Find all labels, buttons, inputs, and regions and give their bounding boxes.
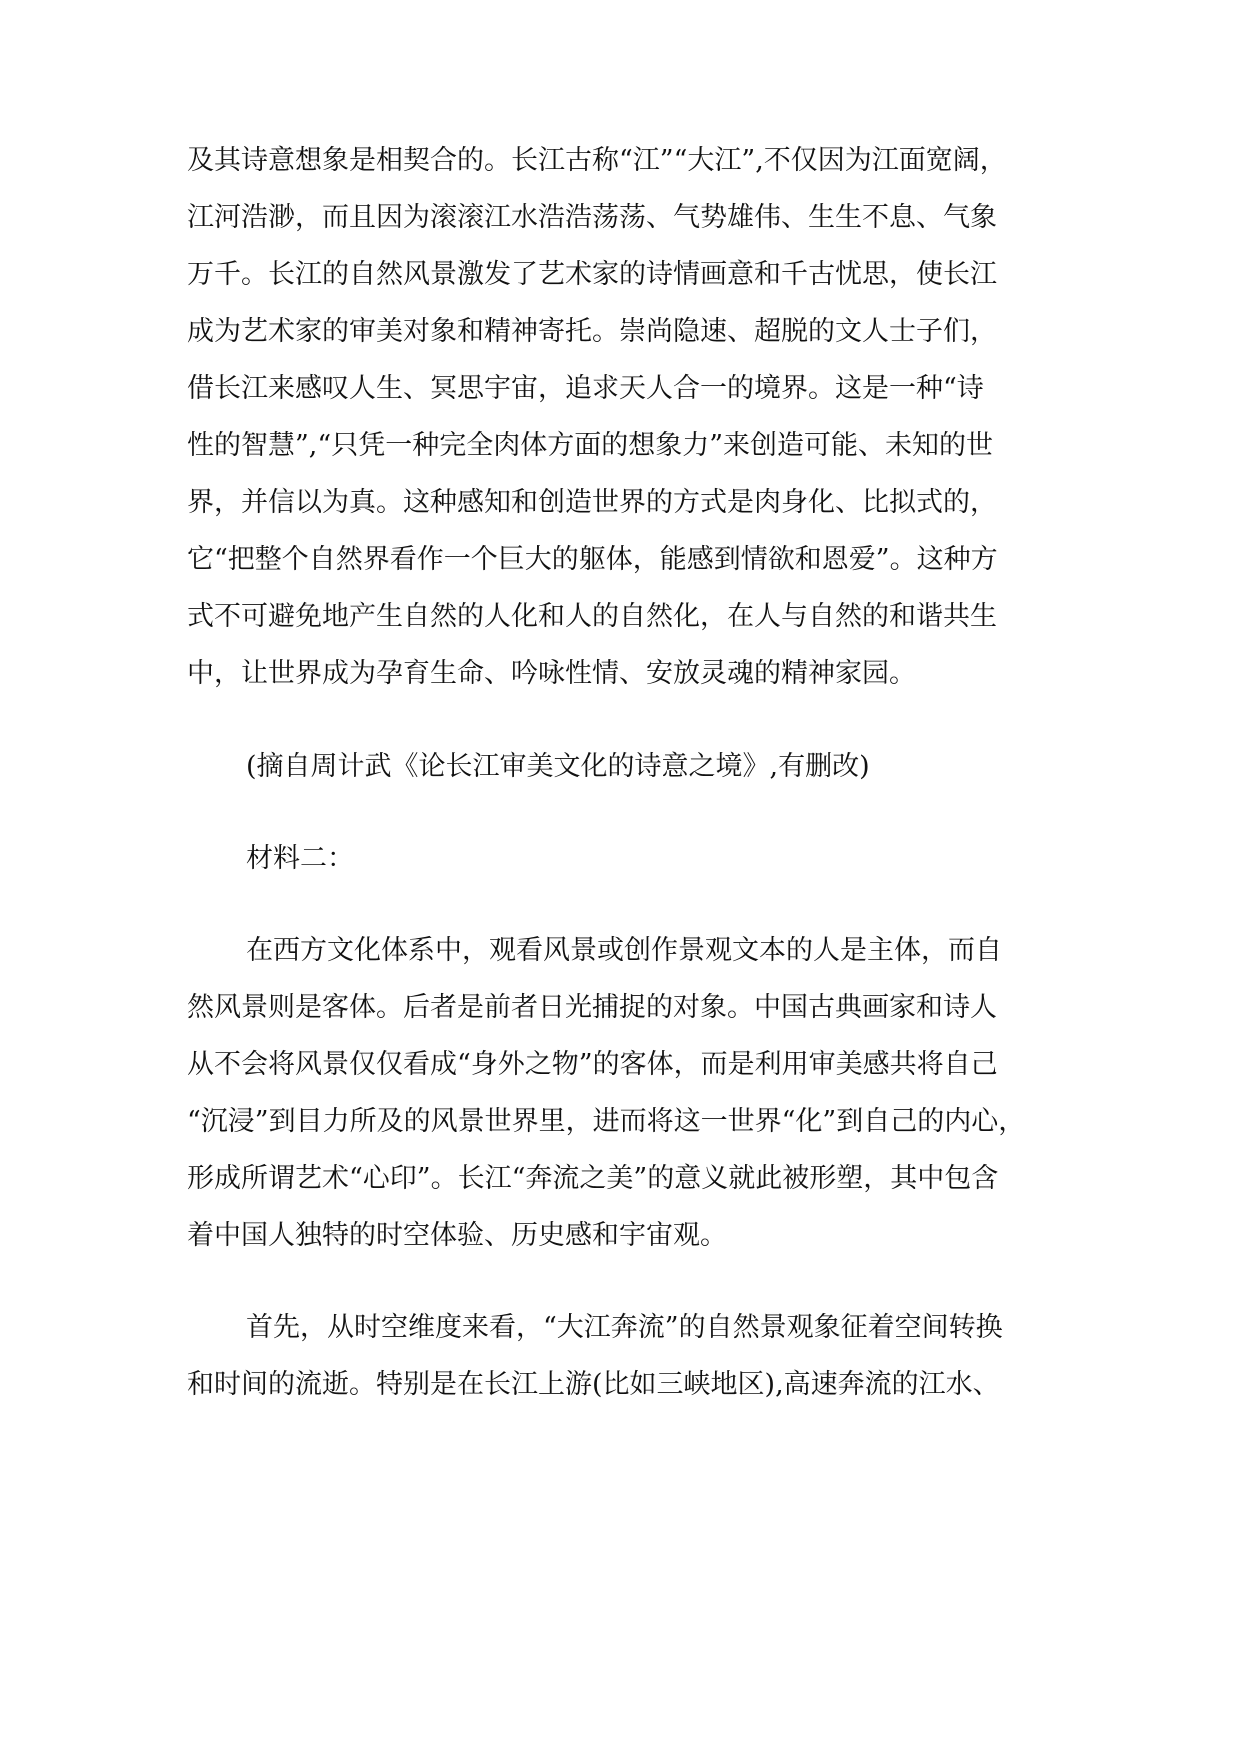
paragraph1-line: 江河浩渺，而且因为滚滚江水浩浩荡荡、气势雄伟、生生不息、气象	[187, 202, 997, 233]
paragraph2-line: 然风景则是客体。后者是前者日光捕捉的对象。中国古典画家和诗人	[187, 992, 997, 1023]
paragraph1-line: 界，并信以为真。这种感知和创造世界的方式是肉身化、比拟式的，	[187, 487, 997, 518]
citation: (摘自周计武《论长江审美文化的诗意之境》,有删改)	[246, 751, 870, 782]
paragraph1-line: 中，让世界成为孕育生命、吟咏性情、安放灵魂的精神家园。	[187, 658, 916, 689]
paragraph2-line: 着中国人独特的时空体验、历史感和宇宙观。	[187, 1220, 727, 1251]
paragraph1-line: 成为艺术家的审美对象和精神寄托。崇尚隐速、超脱的文人士子们，	[187, 316, 997, 347]
paragraph2-line: 从不会将风景仅仅看成“身外之物”的客体，而是利用审美感共将自己	[187, 1049, 998, 1080]
paragraph2-line: 形成所谓艺术“心印”。长江“奔流之美”的意义就此被形塑，其中包含	[187, 1163, 999, 1194]
paragraph1-line: 性的智慧”,“只凭一种完全肉体方面的想象力”来创造可能、未知的世	[187, 430, 993, 461]
paragraph1-line: 它“把整个自然界看作一个巨大的躯体，能感到情欲和恩爱”。这种方	[187, 544, 998, 575]
paragraph2-line: 在西方文化体系中，观看风景或创作景观文本的人是主体，而自	[246, 935, 1002, 966]
paragraph2-line: “沉浸”到目力所及的风景世界里，进而将这一世界“化”到自己的内心，	[187, 1106, 1026, 1137]
paragraph3-line: 和时间的流逝。特别是在长江上游(比如三峡地区),高速奔流的江水、	[187, 1369, 1000, 1400]
material-label: 材料二：	[246, 843, 354, 874]
paragraph1-line: 式不可避免地产生自然的人化和人的自然化，在人与自然的和谐共生	[187, 601, 997, 632]
paragraph3-line: 首先，从时空维度来看，“大江奔流”的自然景观象征着空间转换	[246, 1312, 1003, 1343]
paragraph1-line: 及其诗意想象是相契合的。长江古称“江”“大江”,不仅因为江面宽阔，	[187, 145, 1007, 176]
paragraph1-line: 万千。长江的自然风景激发了艺术家的诗情画意和千古忧思，使长江	[187, 259, 997, 290]
paragraph1-line: 借长江来感叹人生、冥思宇宙，追求天人合一的境界。这是一种“诗	[187, 373, 984, 404]
